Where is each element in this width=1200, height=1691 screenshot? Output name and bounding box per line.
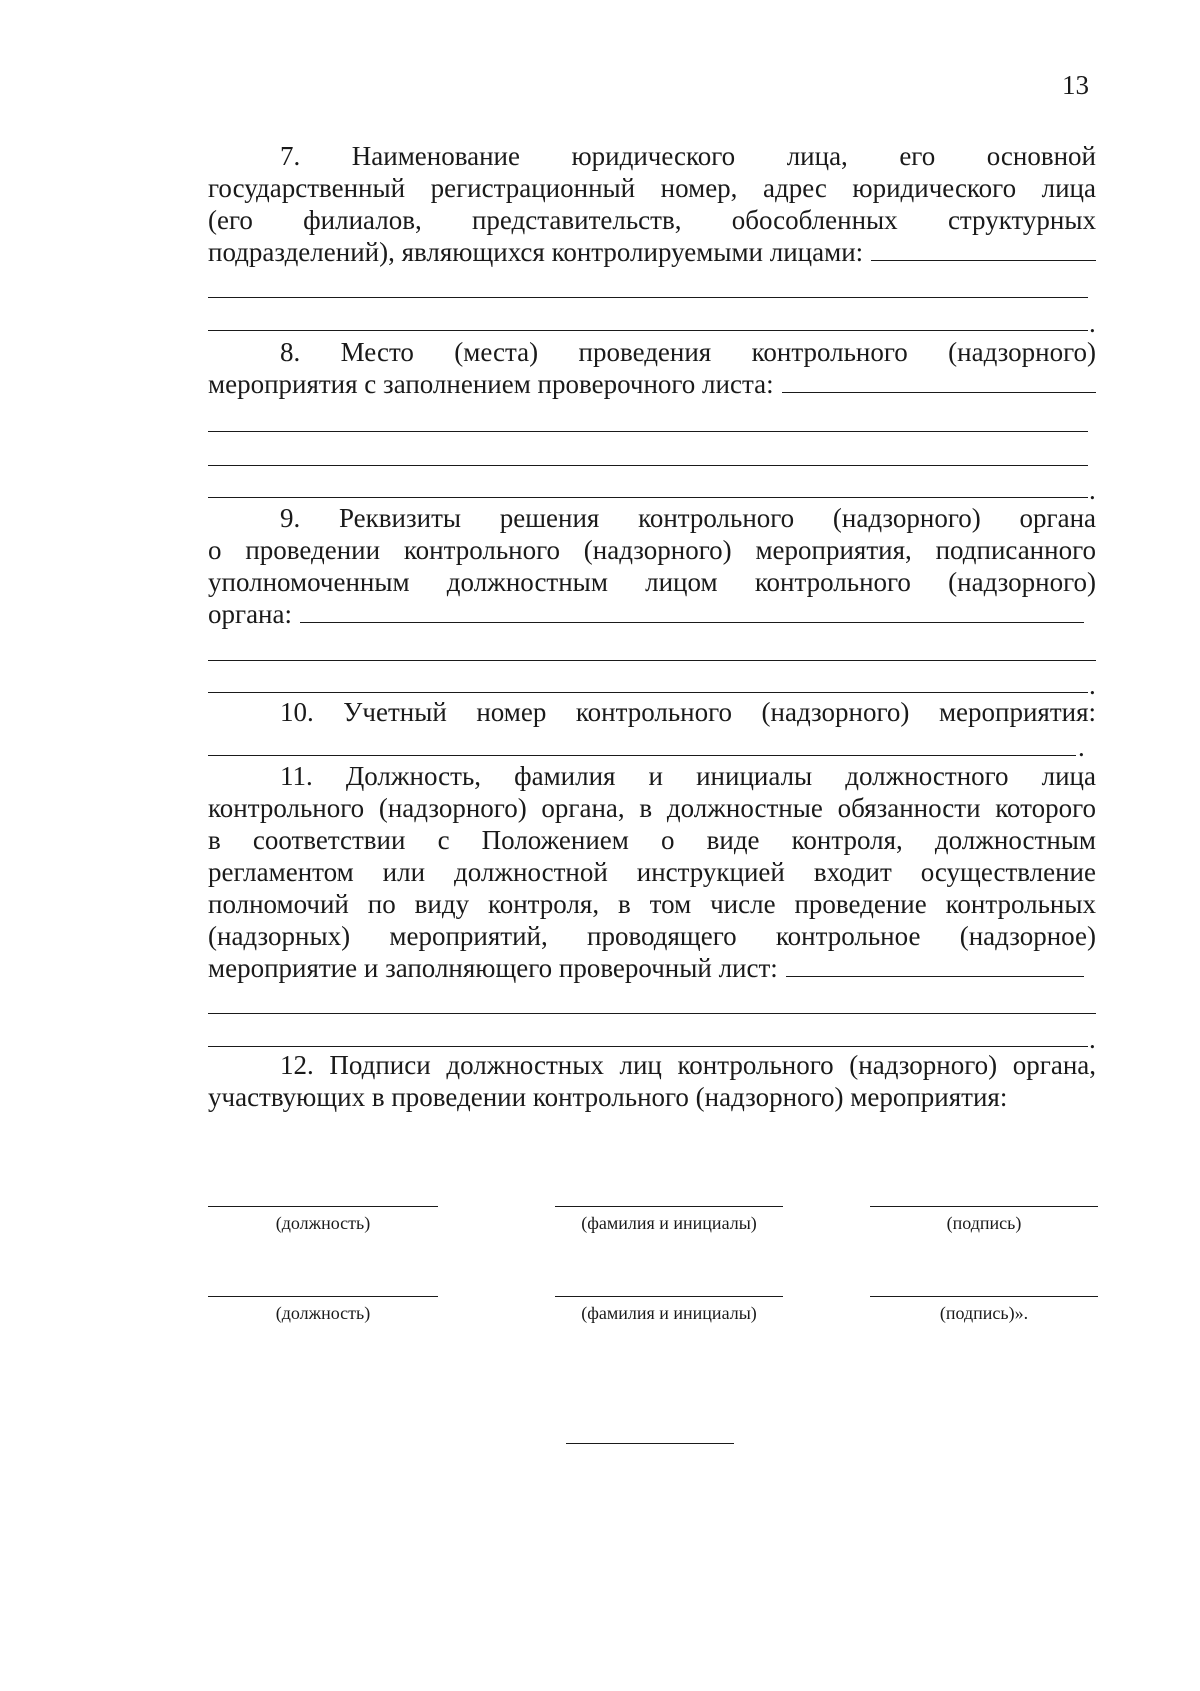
- section-7: [208, 140, 1096, 268]
- section-7-line-2: государственный регистрационный номер, адрес юридического лица: [208, 173, 1096, 203]
- section-9-input-line[interactable]: [300, 600, 1084, 623]
- signature-row-2-signature-caption: (подпись)».: [939, 1303, 1029, 1323]
- section-9-last-line-text: органа:: [208, 599, 292, 629]
- section-7-end-dot: .: [1089, 308, 1096, 338]
- section-7-last-line-text: подразделений), являющихся контролируемыми лицами:: [208, 237, 864, 267]
- section-7-blank-line-1[interactable]: [208, 297, 1088, 298]
- section-7-input-line[interactable]: [871, 238, 1096, 261]
- section-9-blank-line-2[interactable]: [208, 692, 1088, 693]
- signature-row-1-position-caption: (должность): [275, 1213, 371, 1233]
- section-11-line-1: 11. Должность, фамилия и инициалы должностного лица: [280, 761, 1096, 791]
- section-12-line-1: 12. Подписи должностных лиц контрольного (надзорного) органа,: [280, 1050, 1096, 1080]
- section-11-last-line: [208, 952, 1084, 984]
- section-8-blank-line-2[interactable]: [208, 465, 1088, 466]
- section-10-blank-line[interactable]: [208, 755, 1076, 756]
- section-10: [208, 696, 1096, 728]
- signature-row-1-name-caption: (фамилия и инициалы): [581, 1213, 757, 1233]
- section-7-blank-line-2[interactable]: [208, 330, 1088, 331]
- section-11-end-dot: .: [1089, 1024, 1096, 1054]
- section-12: [208, 1049, 1096, 1113]
- section-8-blank-line-3[interactable]: [208, 497, 1088, 498]
- section-11-input-line[interactable]: [786, 954, 1084, 977]
- section-11-line-2: контрольного (надзорного) органа, в должностные обязанности которого: [208, 793, 1096, 823]
- section-9-line-2: о проведении контрольного (надзорного) мероприятия, подписанного: [208, 535, 1096, 565]
- signature-row-2-name-caption: (фамилия и инициалы): [581, 1303, 757, 1323]
- section-8-end-dot: .: [1089, 475, 1096, 505]
- signature-row-2-name-line[interactable]: [555, 1296, 783, 1297]
- section-9-blank-line-1[interactable]: [208, 660, 1096, 661]
- signature-row-2-signature-line[interactable]: [870, 1296, 1098, 1297]
- section-11: [208, 760, 1096, 984]
- section-8-last-line: [208, 368, 1096, 400]
- section-11-line-5: полномочий по виду контроля, в том числе проведение контрольных: [208, 889, 1096, 919]
- signature-row-1-name-line[interactable]: [555, 1206, 783, 1207]
- section-12-line-2: участвующих в проведении контрольного (надзорного) мероприятия:: [208, 1082, 1008, 1112]
- section-8-blank-line-1[interactable]: [208, 431, 1088, 432]
- section-8-line-1: 8. Место (места) проведения контрольного (надзорного): [280, 337, 1096, 367]
- section-7-last-line: [208, 236, 1096, 268]
- section-7-line-3: (его филиалов, представительств, обособленных структурных: [208, 205, 1096, 235]
- section-11-line-6: (надзорных) мероприятий, проводящего контрольное (надзорное): [208, 921, 1096, 951]
- section-11-blank-line-1[interactable]: [208, 1013, 1096, 1014]
- signature-row-1-position-line[interactable]: [208, 1206, 438, 1207]
- signature-row-1-signature-line[interactable]: [870, 1206, 1098, 1207]
- section-10-end-dot: .: [1078, 732, 1085, 762]
- section-8: [208, 336, 1096, 400]
- section-11-last-line-text: мероприятие и заполняющего проверочный лист:: [208, 953, 778, 983]
- page-number: 13: [1062, 70, 1089, 100]
- section-8-last-line-text: мероприятия с заполнением проверочного листа:: [208, 369, 774, 399]
- signature-row-1-signature-caption: (подпись): [946, 1213, 1022, 1233]
- document-end-separator: [566, 1443, 734, 1444]
- section-11-line-3: в соответствии с Положением о виде контроля, должностным: [208, 825, 1096, 855]
- signature-row-2-position-line[interactable]: [208, 1296, 438, 1297]
- section-8-input-line[interactable]: [782, 370, 1096, 393]
- signature-row-2-position-caption: (должность): [275, 1303, 371, 1323]
- section-9: [208, 502, 1096, 630]
- section-9-last-line: [208, 598, 1084, 630]
- section-7-line-1: 7. Наименование юридического лица, его основной: [280, 141, 1096, 171]
- section-11-blank-line-2[interactable]: [208, 1046, 1088, 1047]
- section-9-line-3: уполномоченным должностным лицом контрольного (надзорного): [208, 567, 1096, 597]
- section-9-line-1: 9. Реквизиты решения контрольного (надзорного) органа: [280, 503, 1096, 533]
- section-9-end-dot: .: [1089, 670, 1096, 700]
- section-11-line-4: регламентом или должностной инструкцией входит осуществление: [208, 857, 1096, 887]
- section-10-line-1: 10. Учетный номер контрольного (надзорного) мероприятия:: [280, 697, 1096, 727]
